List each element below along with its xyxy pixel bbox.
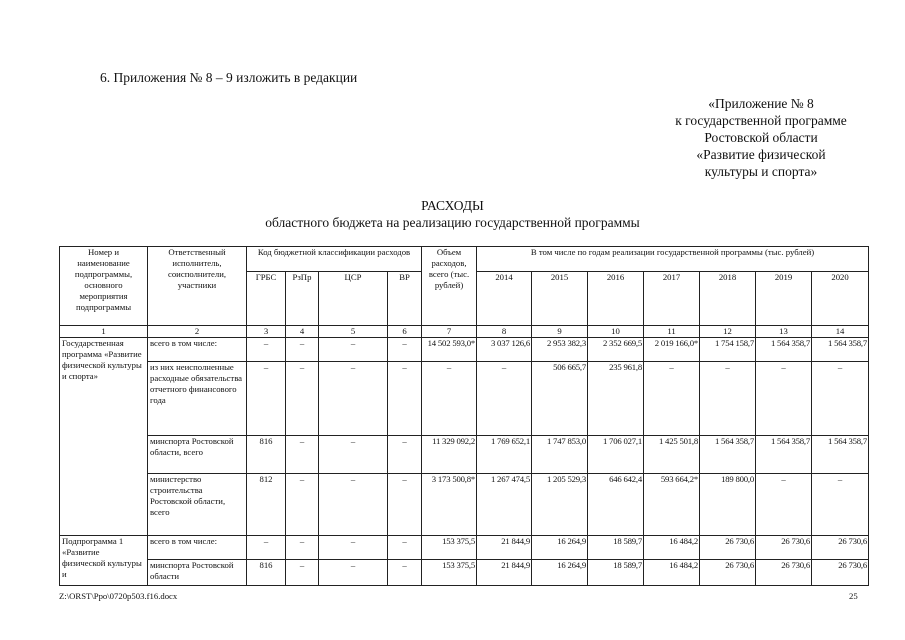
row-year-value: 1 564 358,7 (812, 338, 869, 362)
row-total: – (422, 362, 477, 436)
header-year: 2015 (532, 272, 588, 326)
row-total: 3 173 500,8* (422, 474, 477, 536)
annex-line: «Развитие физической (696, 147, 826, 162)
row-year-value: 1 754 158,7 (700, 338, 756, 362)
column-number: 6 (388, 326, 422, 338)
document-title: РАСХОДЫ (421, 198, 484, 213)
row-year-value: 18 589,7 (588, 536, 644, 560)
table-body (60, 338, 869, 586)
row-year-value: 26 730,6 (700, 560, 756, 586)
row-executor: всего в том числе: (148, 338, 247, 362)
column-number: 9 (532, 326, 588, 338)
header-rzpr: РзПр (286, 272, 319, 326)
row-year-value: – (756, 362, 812, 436)
row-year-value: – (812, 474, 869, 536)
row-year-value: 16 264,9 (532, 560, 588, 586)
table-row (60, 362, 869, 436)
intro-paragraph: 6. Приложения № 8 – 9 изложить в редакции (100, 70, 358, 85)
row-year-value: – (812, 362, 869, 436)
column-number: 13 (756, 326, 812, 338)
header-vr: ВР (388, 272, 422, 326)
annex-line: «Приложение № 8 (708, 96, 814, 111)
row-year-value: – (756, 474, 812, 536)
row-year-value: 593 664,2* (644, 474, 700, 536)
header-year: 2019 (756, 272, 812, 326)
row-year-value: 235 961,8 (588, 362, 644, 436)
row-vr: – (388, 474, 422, 536)
row-total: 14 502 593,0* (422, 338, 477, 362)
row-vr: – (388, 338, 422, 362)
row-year-value: 26 730,6 (812, 560, 869, 586)
row-executor: минспорта Ростовской области (148, 560, 247, 586)
row-executor: министерство строительства Ростовской области, всего (148, 474, 247, 536)
annex-line: культуры и спорта» (704, 164, 818, 179)
header-budget-code: Код бюджетной классификации расходов (247, 247, 422, 272)
row-vr: – (388, 362, 422, 436)
row-year-value: 1 564 358,7 (756, 338, 812, 362)
row-csr: – (319, 362, 388, 436)
row-total: 11 329 092,2 (422, 436, 477, 474)
row-total: 153 375,5 (422, 560, 477, 586)
header-name: Номер и наименование подпрограммы, основного мероприятия подпрограммы (60, 247, 148, 326)
row-year-value: 26 730,6 (700, 536, 756, 560)
row-year-value: 506 665,7 (532, 362, 588, 436)
column-number: 2 (148, 326, 247, 338)
row-year-value: 26 730,6 (812, 536, 869, 560)
column-number: 7 (422, 326, 477, 338)
row-year-value: 21 844,9 (477, 536, 532, 560)
row-year-value: 26 730,6 (756, 536, 812, 560)
row-rzpr: – (286, 436, 319, 474)
row-vr: – (388, 436, 422, 474)
column-number: 5 (319, 326, 388, 338)
header-year: 2017 (644, 272, 700, 326)
column-number: 3 (247, 326, 286, 338)
row-year-value: 26 730,6 (756, 560, 812, 586)
table-row (60, 536, 869, 560)
row-grbs: – (247, 536, 286, 560)
column-number: 1 (60, 326, 148, 338)
header-grbs: ГРБС (247, 272, 286, 326)
row-year-value: 16 484,2 (644, 536, 700, 560)
table-row (60, 436, 869, 474)
header-csr: ЦСР (319, 272, 388, 326)
row-grbs: – (247, 362, 286, 436)
row-total: 153 375,5 (422, 536, 477, 560)
row-rzpr: – (286, 560, 319, 586)
file-path: Z:\ORST\Ppo\0720p503.f16.docx (59, 591, 178, 601)
header-year: 2020 (812, 272, 869, 326)
row-csr: – (319, 536, 388, 560)
row-year-value: 21 844,9 (477, 560, 532, 586)
row-year-value: 646 642,4 (588, 474, 644, 536)
row-executor: минспорта Ростовской области, всего (148, 436, 247, 474)
row-vr: – (388, 536, 422, 560)
row-grbs: 816 (247, 560, 286, 586)
row-name: Государственная программа «Развитие физической культуры и спорта» (60, 338, 148, 536)
header-executor: Ответственный исполнитель, соисполнители, участники (148, 247, 247, 326)
row-csr: – (319, 560, 388, 586)
header-volume: Объем расходов, всего (тыс. рублей) (422, 247, 477, 326)
table-row (60, 338, 869, 362)
header-years-group: В том числе по годам реализации государственной программы (тыс. рублей) (477, 247, 869, 272)
annex-line: Ростовской области (704, 130, 818, 145)
table-row (60, 474, 869, 536)
row-year-value: 1 205 529,3 (532, 474, 588, 536)
header-year: 2014 (477, 272, 532, 326)
column-number: 10 (588, 326, 644, 338)
row-year-value: – (477, 362, 532, 436)
row-year-value: 1 769 652,1 (477, 436, 532, 474)
column-number: 8 (477, 326, 532, 338)
row-year-value: 189 800,0 (700, 474, 756, 536)
row-year-value: 3 037 126,6 (477, 338, 532, 362)
row-year-value: 18 589,7 (588, 560, 644, 586)
row-csr: – (319, 436, 388, 474)
row-csr: – (319, 474, 388, 536)
table-header (60, 247, 869, 338)
row-year-value: 1 425 501,8 (644, 436, 700, 474)
row-year-value: 2 953 382,3 (532, 338, 588, 362)
annex-line: к государственной программе (675, 113, 847, 128)
row-grbs: 816 (247, 436, 286, 474)
row-rzpr: – (286, 338, 319, 362)
row-name: Подпрограмма 1 «Развитие физической культуры и (60, 536, 148, 586)
row-year-value: – (700, 362, 756, 436)
header-year: 2018 (700, 272, 756, 326)
expenses-table (59, 246, 869, 586)
column-number: 14 (812, 326, 869, 338)
annex-heading (630, 95, 892, 180)
row-rzpr: – (286, 362, 319, 436)
row-year-value: 1 267 474,5 (477, 474, 532, 536)
row-vr: – (388, 560, 422, 586)
row-year-value: – (644, 362, 700, 436)
header-year: 2016 (588, 272, 644, 326)
row-year-value: 16 264,9 (532, 536, 588, 560)
page-number: 25 (849, 591, 858, 601)
row-year-value: 1 564 358,7 (700, 436, 756, 474)
document-subtitle: областного бюджета на реализацию государственной программы (265, 215, 640, 230)
column-number: 12 (700, 326, 756, 338)
row-year-value: 1 706 027,1 (588, 436, 644, 474)
row-year-value: 2 019 166,0* (644, 338, 700, 362)
row-grbs: 812 (247, 474, 286, 536)
row-rzpr: – (286, 536, 319, 560)
row-executor: из них неисполненные расходные обязательства отчетного финансового года (148, 362, 247, 436)
row-year-value: 2 352 669,5 (588, 338, 644, 362)
table-row (60, 560, 869, 586)
row-year-value: 16 484,2 (644, 560, 700, 586)
column-number: 4 (286, 326, 319, 338)
row-rzpr: – (286, 474, 319, 536)
row-csr: – (319, 338, 388, 362)
row-grbs: – (247, 338, 286, 362)
row-executor: всего в том числе: (148, 536, 247, 560)
row-year-value: 1 564 358,7 (812, 436, 869, 474)
row-year-value: 1 564 358,7 (756, 436, 812, 474)
row-year-value: 1 747 853,0 (532, 436, 588, 474)
column-number: 11 (644, 326, 700, 338)
